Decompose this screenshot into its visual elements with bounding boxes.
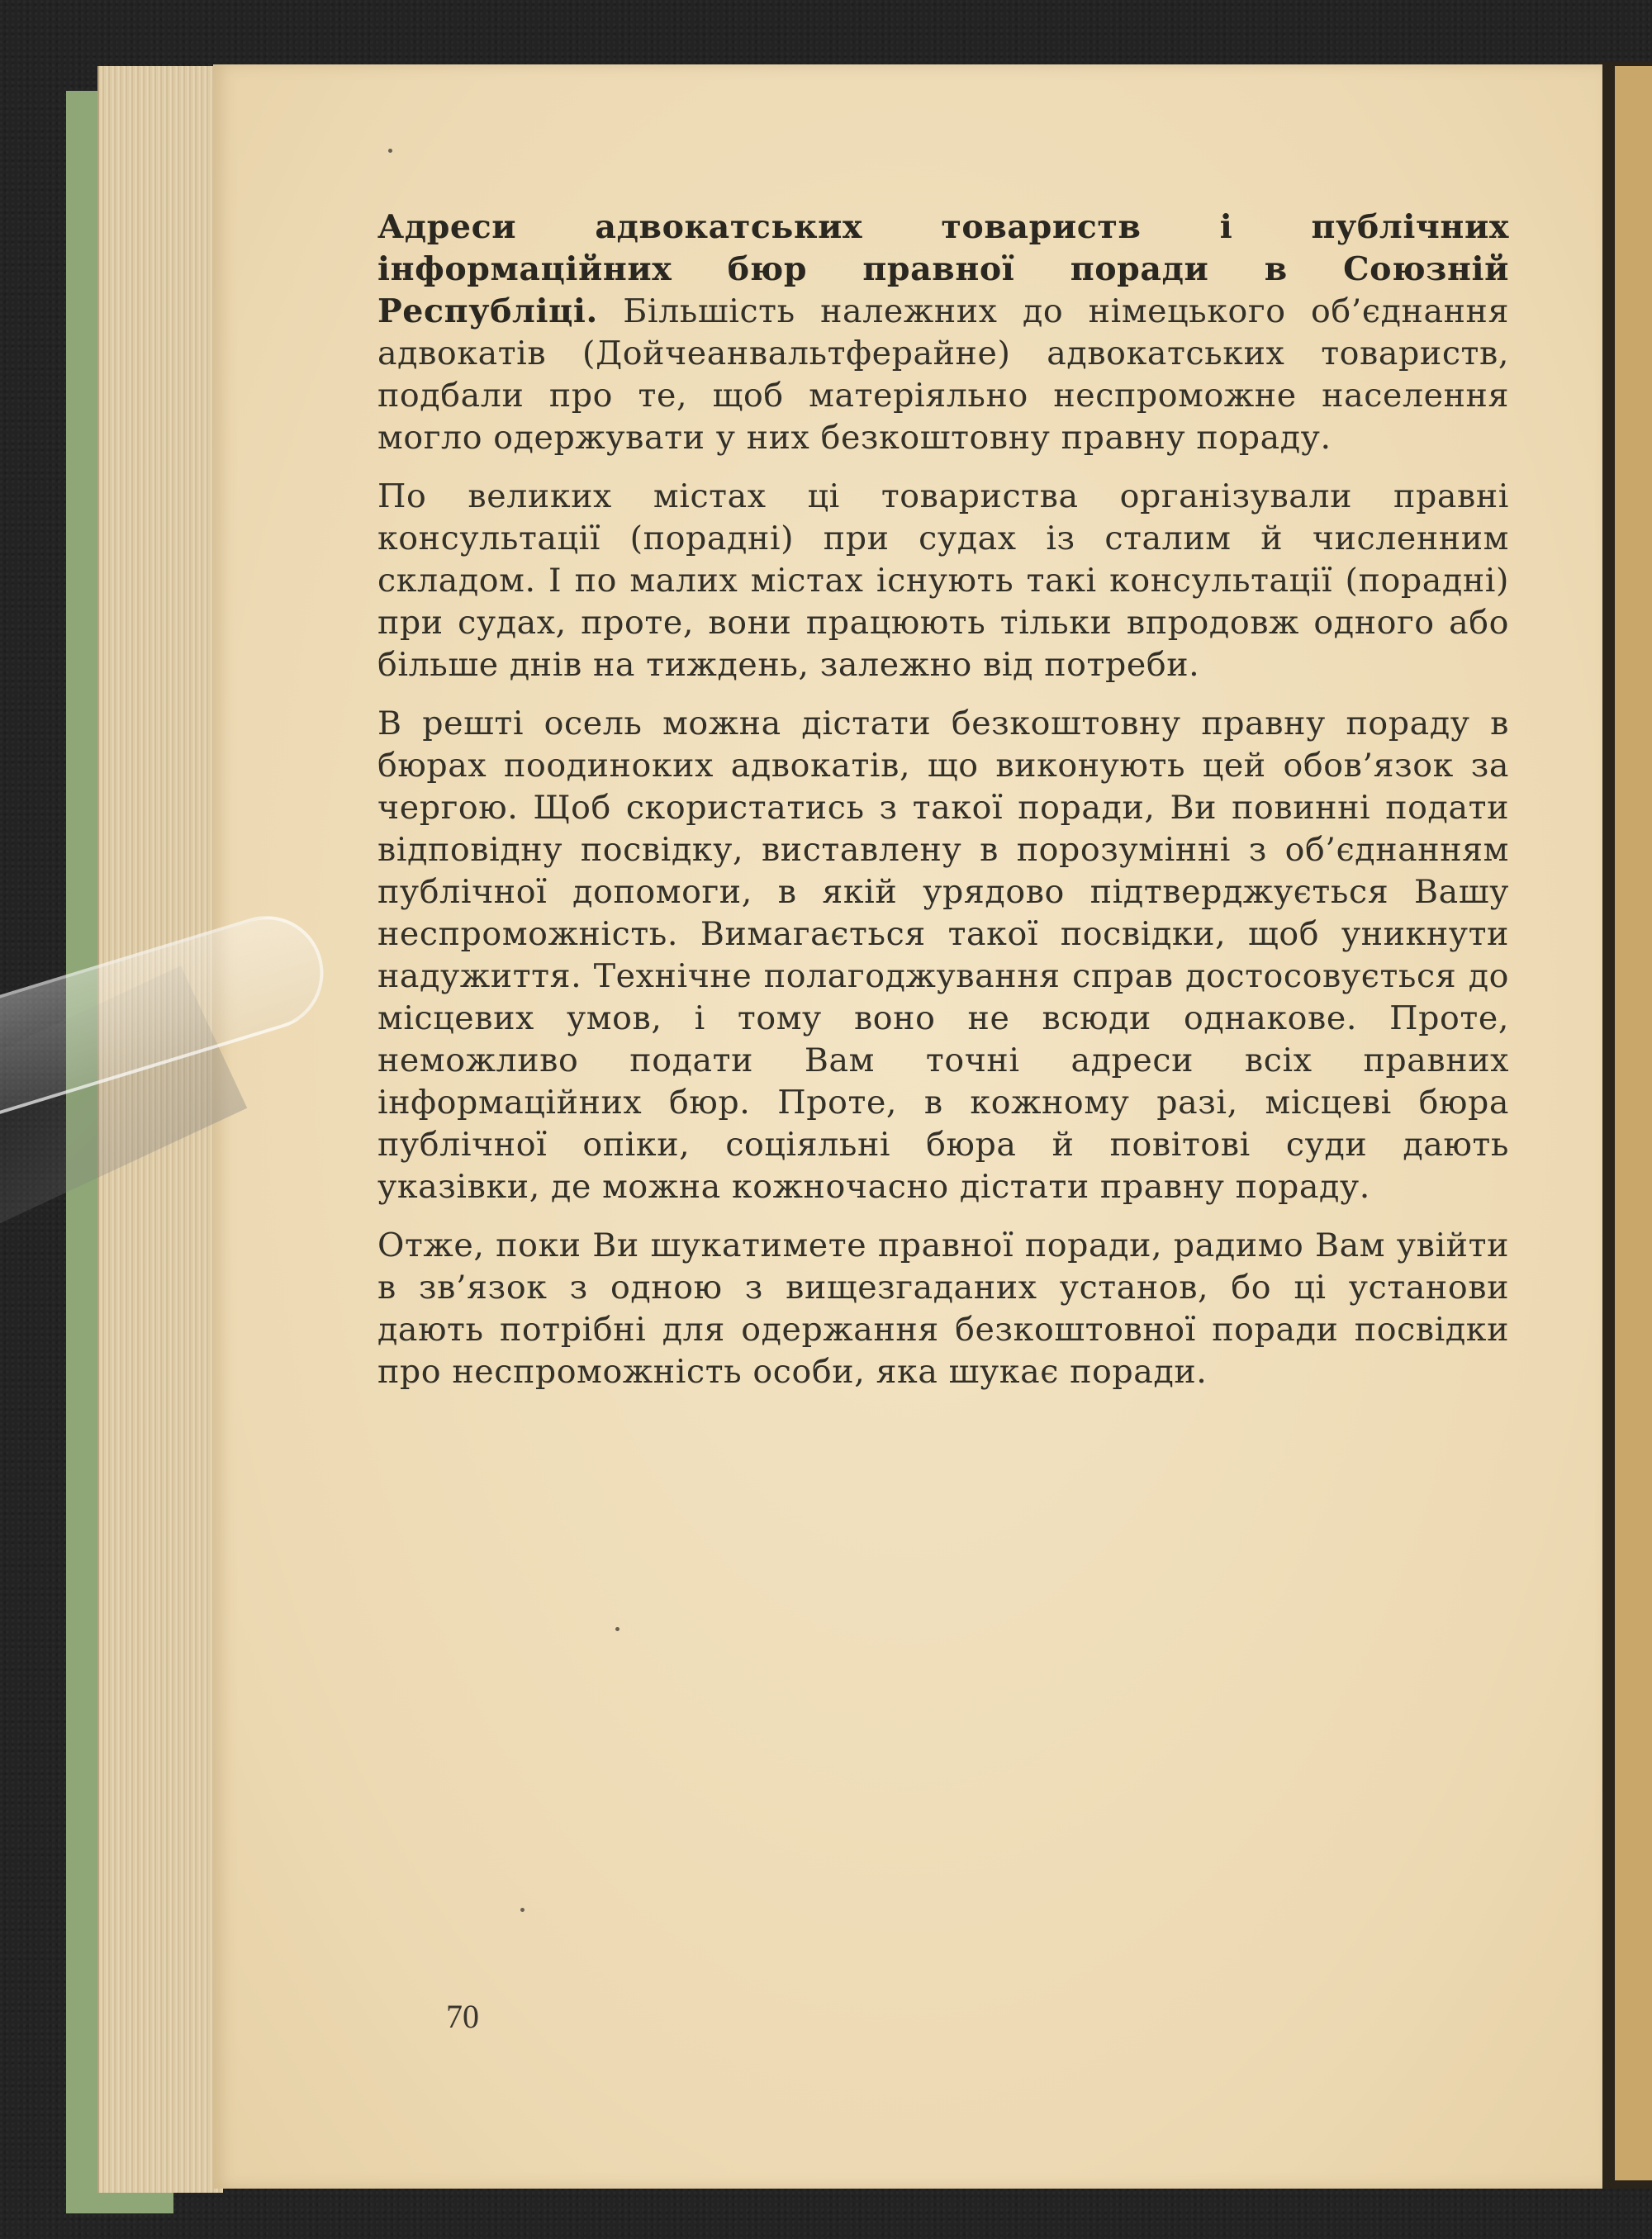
paper-speck	[615, 1627, 620, 1631]
paper-speck	[388, 149, 392, 153]
paragraph-4: Отже, поки Ви шукатимете правної поради, радимо Вам увійти в зв’язок з одною з вищезгаданих установ, бо ці установи дають потрібні для одержання безкоштовної поради посвідки про неспроможність особи, яка шукає поради.	[377, 1226, 1509, 1391]
paragraph-2: По великих містах ці товариства організували правні консультації (порадні) при судах із сталим й численним складом. І по малих містах існують такі консультації (порадні) при судах, проте, вони працюють тільки впродовж одного або більше днів на тиждень, залежно від потреби.	[377, 477, 1509, 684]
paragraph-1	[377, 206, 1509, 459]
paper-speck	[520, 1908, 525, 1912]
section-heading: Адреси адвокатських товариств і публічних інформаційних бюр правної поради в Союзній Республіці.	[377, 208, 1509, 330]
paragraph-1-body: Більшість належних до німецького об’єднання адвокатів (Дойчеанвальтферайне) адвокатських товариств, подбали про те, щоб матеріяльно неспроможне населення могло одержувати у них безкоштовну правну пораду.	[377, 292, 1509, 457]
facing-page-edge	[1615, 66, 1652, 2180]
paragraph-3: В решті осель можна дістати безкоштовну правну пораду в бюрах поодиноких адвокатів, що виконують цей обов’язок за чергою. Щоб скористатись з такої поради, Ви повинні подати відповідну посвідку, виставлену в порозумінні з об’єднанням публічної допомоги, в якій урядово підтверджується Вашу неспроможність. Вимагається такої посвідки, щоб уникнути надужиття. Технічне полагоджування справ достосовується до місцевих умов, і тому воно не всюди однакове. Проте, неможливо подати Вам точні адреси всіх правних інформаційних бюр. Проте, в кожному разі, місцеві бюра публічної опіки, соціяльні бюра й повітові суди дають указівки, де можна кожночасно дістати правну пораду.	[377, 704, 1509, 1206]
page-number: 70	[446, 1998, 479, 2035]
page-text	[377, 206, 1509, 1410]
